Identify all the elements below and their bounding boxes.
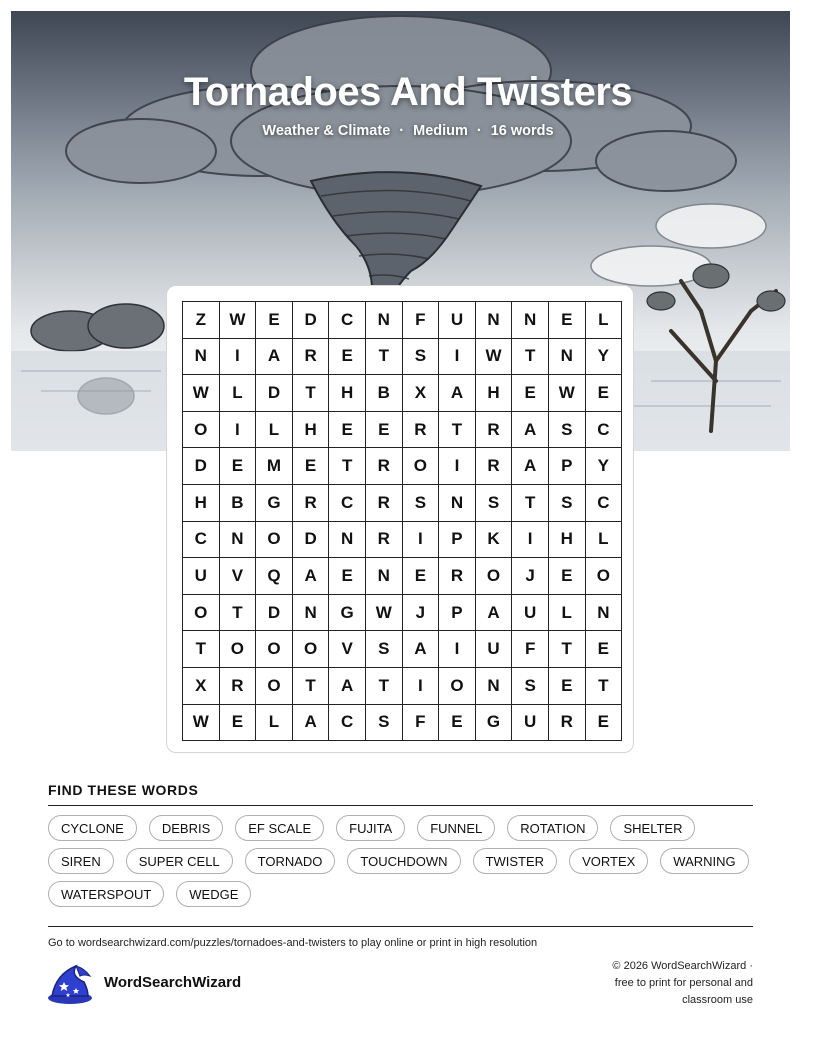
- grid-cell: O: [256, 668, 293, 705]
- grid-cell: D: [256, 375, 293, 412]
- grid-cell: L: [256, 705, 293, 742]
- word-chip: ROTATION: [507, 815, 598, 841]
- grid-cell: E: [549, 668, 586, 705]
- grid-cell: E: [586, 375, 623, 412]
- grid-cell: R: [220, 668, 257, 705]
- grid-cell: N: [586, 595, 623, 632]
- grid-cell: N: [439, 485, 476, 522]
- grid-cell: E: [329, 558, 366, 595]
- grid-cell: L: [256, 412, 293, 449]
- grid-cell: N: [366, 558, 403, 595]
- grid-cell: T: [366, 339, 403, 376]
- copyright-notice: [553, 958, 753, 1009]
- grid-cell: W: [549, 375, 586, 412]
- word-chip: TORNADO: [245, 848, 336, 874]
- grid-cell: U: [439, 302, 476, 339]
- word-list: [48, 815, 763, 907]
- grid-cell: C: [183, 522, 220, 559]
- grid-cell: C: [586, 412, 623, 449]
- grid-cell: W: [183, 705, 220, 742]
- grid-cell: D: [256, 595, 293, 632]
- grid-cell: V: [220, 558, 257, 595]
- grid-cell: H: [476, 375, 513, 412]
- grid-cell: C: [329, 302, 366, 339]
- grid-cell: A: [403, 631, 440, 668]
- word-chip: SIREN: [48, 848, 114, 874]
- grid-cell: Y: [586, 339, 623, 376]
- grid-cell: J: [512, 558, 549, 595]
- word-chip: FUJITA: [336, 815, 405, 841]
- grid-cell: E: [586, 705, 623, 742]
- grid-cell: P: [549, 448, 586, 485]
- grid-cell: W: [220, 302, 257, 339]
- grid-cell: A: [329, 668, 366, 705]
- grid-cell: F: [403, 705, 440, 742]
- grid-cell: O: [256, 522, 293, 559]
- grid-cell: R: [366, 448, 403, 485]
- word-chip: CYCLONE: [48, 815, 137, 841]
- grid-cell: U: [512, 595, 549, 632]
- grid-cell: Q: [256, 558, 293, 595]
- grid-cell: R: [293, 339, 330, 376]
- grid-cell: L: [586, 522, 623, 559]
- grid-cell: R: [366, 485, 403, 522]
- grid-cell: S: [476, 485, 513, 522]
- footer-url-text: Go to wordsearchwizard.com/puzzles/tornadoes-and-twisters to play online or print in high resolution: [48, 937, 538, 949]
- word-chip: EF SCALE: [235, 815, 324, 841]
- grid-cell: N: [329, 522, 366, 559]
- grid-cell: E: [512, 375, 549, 412]
- grid-cell: E: [220, 448, 257, 485]
- grid-cell: O: [293, 631, 330, 668]
- copyright-line: © 2026 WordSearchWizard ·: [612, 960, 753, 972]
- grid-cell: G: [329, 595, 366, 632]
- grid-cell: E: [293, 448, 330, 485]
- word-chip: WEDGE: [176, 881, 251, 907]
- grid-cell: E: [549, 302, 586, 339]
- grid-cell: O: [439, 668, 476, 705]
- grid-cell: T: [329, 448, 366, 485]
- grid-cell: H: [329, 375, 366, 412]
- grid-cell: H: [549, 522, 586, 559]
- grid-cell: B: [220, 485, 257, 522]
- grid-cell: A: [293, 558, 330, 595]
- grid-cell: C: [329, 485, 366, 522]
- grid-cell: R: [366, 522, 403, 559]
- grid-cell: E: [329, 412, 366, 449]
- grid-cell: O: [220, 631, 257, 668]
- grid-cell: D: [293, 302, 330, 339]
- puzzle-title: Tornadoes And Twisters: [183, 70, 633, 114]
- grid-cell: N: [183, 339, 220, 376]
- subtitle-separator: ·: [476, 123, 482, 139]
- grid-cell: S: [366, 705, 403, 742]
- grid-cell: T: [586, 668, 623, 705]
- grid-cell: W: [183, 375, 220, 412]
- grid-cell: F: [403, 302, 440, 339]
- word-chip: TWISTER: [473, 848, 558, 874]
- letter-grid: [182, 301, 622, 741]
- grid-cell: I: [403, 522, 440, 559]
- grid-cell: N: [220, 522, 257, 559]
- word-chip: SUPER CELL: [126, 848, 233, 874]
- grid-cell: E: [403, 558, 440, 595]
- grid-cell: S: [549, 412, 586, 449]
- grid-cell: R: [549, 705, 586, 742]
- grid-cell: I: [403, 668, 440, 705]
- divider: [48, 926, 753, 927]
- grid-cell: P: [439, 595, 476, 632]
- category-label: Weather & Climate: [262, 123, 391, 139]
- grid-cell: T: [549, 631, 586, 668]
- word-chip: VORTEX: [569, 848, 648, 874]
- grid-cell: A: [512, 448, 549, 485]
- grid-cell: A: [256, 339, 293, 376]
- grid-cell: F: [512, 631, 549, 668]
- grid-cell: O: [256, 631, 293, 668]
- grid-cell: T: [439, 412, 476, 449]
- grid-cell: E: [586, 631, 623, 668]
- grid-cell: O: [476, 558, 513, 595]
- word-count-label: 16 words: [490, 123, 554, 139]
- grid-cell: R: [439, 558, 476, 595]
- grid-cell: E: [256, 302, 293, 339]
- word-list-heading: FIND THESE WORDS: [48, 782, 199, 798]
- word-chip: FUNNEL: [417, 815, 495, 841]
- grid-cell: T: [512, 485, 549, 522]
- grid-cell: P: [439, 522, 476, 559]
- grid-cell: R: [476, 448, 513, 485]
- grid-cell: A: [512, 412, 549, 449]
- grid-cell: D: [183, 448, 220, 485]
- grid-cell: E: [220, 705, 257, 742]
- puzzle-grid-card: [166, 285, 634, 753]
- grid-cell: U: [512, 705, 549, 742]
- grid-cell: T: [293, 375, 330, 412]
- grid-cell: K: [476, 522, 513, 559]
- grid-cell: I: [220, 339, 257, 376]
- grid-cell: J: [403, 595, 440, 632]
- grid-cell: S: [366, 631, 403, 668]
- grid-cell: T: [220, 595, 257, 632]
- wizard-hat-icon: [46, 962, 94, 1006]
- grid-cell: T: [512, 339, 549, 376]
- grid-cell: S: [403, 485, 440, 522]
- grid-cell: N: [293, 595, 330, 632]
- grid-cell: I: [439, 631, 476, 668]
- grid-cell: T: [293, 668, 330, 705]
- grid-cell: O: [183, 412, 220, 449]
- grid-cell: D: [293, 522, 330, 559]
- grid-cell: N: [476, 668, 513, 705]
- brand-name: WordSearchWizard: [104, 974, 242, 991]
- grid-cell: X: [183, 668, 220, 705]
- grid-cell: I: [220, 412, 257, 449]
- grid-cell: C: [329, 705, 366, 742]
- grid-cell: U: [183, 558, 220, 595]
- grid-cell: N: [366, 302, 403, 339]
- grid-cell: G: [256, 485, 293, 522]
- grid-cell: V: [329, 631, 366, 668]
- word-chip: WARNING: [660, 848, 748, 874]
- grid-cell: C: [586, 485, 623, 522]
- grid-cell: I: [439, 339, 476, 376]
- grid-cell: U: [476, 631, 513, 668]
- grid-cell: N: [549, 339, 586, 376]
- grid-cell: X: [403, 375, 440, 412]
- grid-cell: N: [476, 302, 513, 339]
- grid-cell: S: [549, 485, 586, 522]
- grid-cell: H: [183, 485, 220, 522]
- grid-cell: A: [439, 375, 476, 412]
- grid-cell: S: [512, 668, 549, 705]
- grid-cell: R: [403, 412, 440, 449]
- word-chip: DEBRIS: [149, 815, 223, 841]
- grid-cell: W: [366, 595, 403, 632]
- grid-cell: H: [293, 412, 330, 449]
- grid-cell: Z: [183, 302, 220, 339]
- grid-cell: S: [403, 339, 440, 376]
- word-chip: SHELTER: [610, 815, 695, 841]
- word-chip: WATERSPOUT: [48, 881, 164, 907]
- divider: [48, 805, 753, 806]
- grid-cell: M: [256, 448, 293, 485]
- grid-cell: O: [183, 595, 220, 632]
- grid-cell: L: [220, 375, 257, 412]
- grid-cell: R: [293, 485, 330, 522]
- copyright-line: free to print for personal and: [614, 977, 753, 989]
- grid-cell: O: [403, 448, 440, 485]
- grid-cell: L: [549, 595, 586, 632]
- grid-cell: E: [549, 558, 586, 595]
- grid-cell: W: [476, 339, 513, 376]
- grid-cell: L: [586, 302, 623, 339]
- grid-cell: O: [586, 558, 623, 595]
- grid-cell: R: [476, 412, 513, 449]
- grid-cell: I: [512, 522, 549, 559]
- grid-cell: I: [439, 448, 476, 485]
- grid-cell: E: [329, 339, 366, 376]
- copyright-line: classroom use: [682, 994, 753, 1006]
- tornado-funnel: [311, 172, 481, 301]
- difficulty-label: Medium: [413, 123, 468, 139]
- puzzle-subtitle: [0, 123, 816, 139]
- grid-cell: T: [183, 631, 220, 668]
- grid-cell: N: [512, 302, 549, 339]
- grid-cell: A: [293, 705, 330, 742]
- subtitle-separator: ·: [399, 123, 405, 139]
- grid-cell: Y: [586, 448, 623, 485]
- grid-cell: G: [476, 705, 513, 742]
- grid-cell: E: [366, 412, 403, 449]
- grid-cell: T: [366, 668, 403, 705]
- word-chip: TOUCHDOWN: [347, 848, 460, 874]
- grid-cell: B: [366, 375, 403, 412]
- grid-cell: A: [476, 595, 513, 632]
- grid-cell: E: [439, 705, 476, 742]
